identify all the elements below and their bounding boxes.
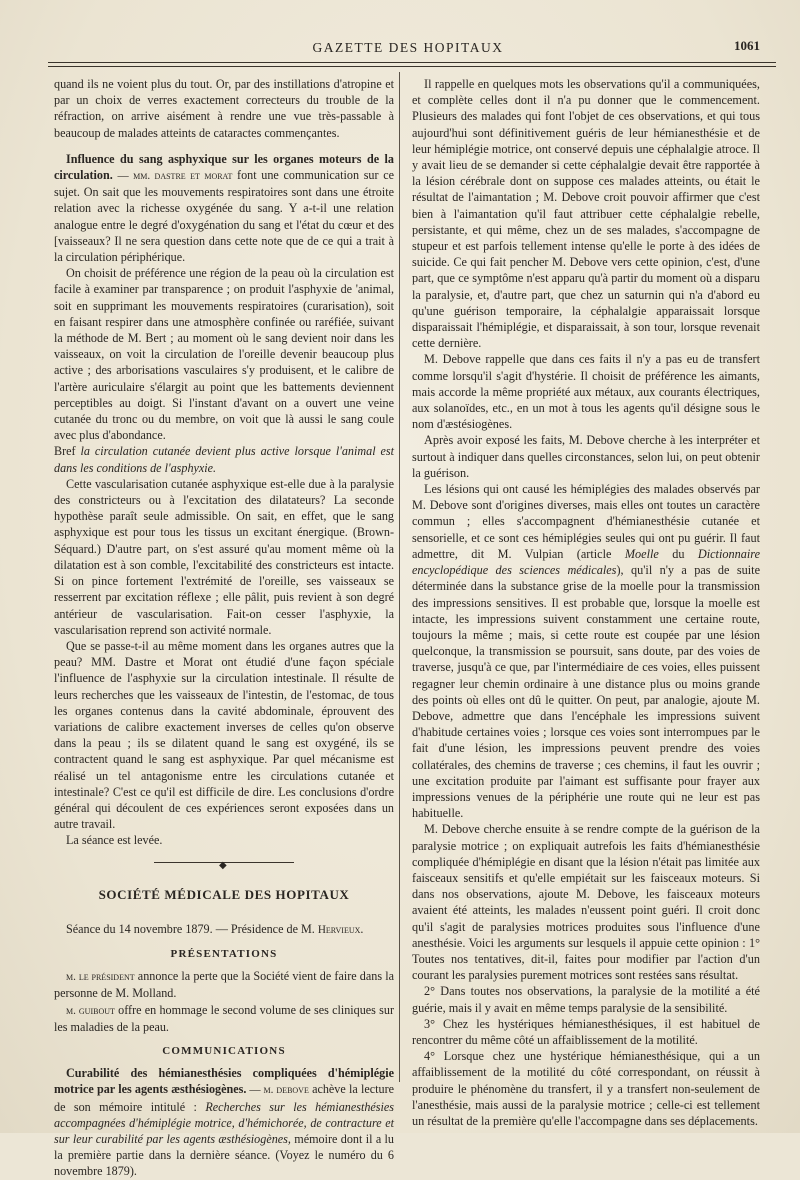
page-number: 1061: [734, 38, 760, 53]
article-heading: Influence du sang asphyxique sur les organes moteurs de la circulation.: [54, 151, 394, 183]
section-ornament: [54, 855, 394, 869]
paragraph-text: ), qu'il n'y a pas de suite déterminée dans la substance grise de la moelle pour la transmission des impressions sensitives. Il est probable que, lorsque la moelle est intacte, les impressions suivent constamment une certaine route, toujours la même ; mais, si cette route est coupée par une lésion quelconque, la transmission se poursuit, sans doute, par des voies de traverse, jusqu'à ce que, par l'intermédiaire de ces voies, elles puissent regagner leur chemin ordinaire à une distance plus ou moins grande des points où elles ont dû le quitter. On peut, par analogie, ajoute M. Debove, admettre que dans l'encéphale les impressions suivent d'habitude certaines voies ; lorsque ces voies sont interrompues par le fait d'une lésion, les impressions peuvent prendre des voies collatérales, des chemins de traverse ; ces chemins, il faut les ouvrir ; une excitation produite par l'aimant est suffisante pour frayer aux impressions venues de la périphérie une route qui ne leur est pas habituelle.: [412, 563, 761, 821]
paragraph: [54, 968, 394, 1001]
paragraph: Cette vascularisation cutanée asphyxique est-elle due à la paralysie des constricteurs ou à l'excitation des dilatateurs? La seconde hypothèse paraît seule admissible. On sait, en effet, que le sang asphyxique est pour tous les tissus un excitant énergique. (Brown-Séquard.) D'autre part, on s'est assuré qu'au moment même où la dilatation est à son comble, l'excitabilité des constricteurs est intacte. Si on pince fortement l'extrémité de l'oreille, ses vaisseaux se resserrent par excitation réflexe ; elle pâlit, puis revient à son degré antérieur de vascularisation. Fait-on cesser l'asphyxie, la vascularisation reprend son activité normale.: [54, 476, 394, 637]
spacer: [54, 141, 394, 151]
ornament-diamond-icon: ◆: [219, 859, 227, 871]
page-header: [48, 36, 768, 62]
paragraph: [412, 481, 760, 821]
president-name: Hervieux: [317, 923, 361, 936]
article-authors: — mm. dastre et morat: [117, 170, 233, 183]
session-line: Séance du 14 novembre 1879. — Présidence de M. Hervieux.: [66, 921, 364, 936]
article-paragraph: [54, 151, 394, 265]
paragraph: 3° Chez les hystériques hémianesthésiques, il est habituel de rencontrer du même côté un affaiblissement de la motilité.: [412, 1016, 760, 1047]
speaker: m. le président: [66, 971, 135, 984]
paragraph: [54, 443, 394, 475]
subsection-heading: COMMUNICATIONS: [162, 1044, 286, 1057]
header-rule: [48, 62, 776, 63]
paragraph-text: font une communication sur ce sujet. On sait que les mouvements respiratoires sont dans une étroite relation avec la richesse oxygénée du sang. Y a-t-il une relation analogue entre le degré d'oxygénation du sang et l'état du cœur et des [vaisseaux? Il ne sera question dans cette note que de ce qui a trait à la circulation périphérique.: [54, 168, 395, 265]
paragraph: Que se passe-t-il au même moment dans les organes autres que la peau? MM. Dastre et Morat ont étudié d'une façon spéciale l'influence de l'asphyxie sur la circulation intestinale. Il résulte de leurs recherches que les vaisseaux de l'intestin, de l'estomac, de tous les organes contenus dans la cavité abdominale, éprouvent des variations de calibre exactement inverses de celles qu'on observe dans la peau ; ils se dilatent quand le sang est oxygéné, ils se contractent quand le sang est asphyxique. Par quel mécanisme est réalisé un tel antagonisme entre les circulations cutanée et intestinale? C'est ce qu'il est difficile de dire. Les conclusions d'ordre général qui découlent de ces expériences seront exposées dans un autre travail.: [54, 638, 394, 832]
paragraph-text: achève la lecture de son mémoire intitulé :: [54, 1082, 394, 1114]
paragraph: 4° Lorsque chez une hystérique hémianesthésique, qui a un affaiblissement de la motilité du côté correspondant, on réussit à produire le phénomène du transfert, il y a transfert non-seulement de l'anesthésie, mais aussi de la paralysie motrice ; celle-ci est tellement un résultat de la première qu'elle l'accompagne dans ses déplacements.: [412, 1049, 760, 1128]
paragraph-text: annonce la perte que la Société vient de faire dans la personne de M. Molland.: [54, 969, 394, 1001]
paragraph: La séance est levée.: [66, 833, 163, 848]
italic-text: la circulation cutanée devient plus active lorsque l'animal est dans les conditions de l'asphyxie.: [54, 444, 394, 475]
right-column: [412, 76, 760, 1129]
paragraph-text: offre en hommage le second volume de ses cliniques sur les maladies de la peau.: [54, 1002, 394, 1034]
italic-text: Dictionnaire encyclopédique des sciences médicales: [412, 546, 761, 578]
section-title: SOCIÉTÉ MÉDICALE DES HOPITAUX: [98, 886, 350, 902]
paragraph: M. Debove rappelle que dans ces faits il n'y a pas eu de transfert comme lorsqu'il s'agit d'hystérie. Il choisit de préférence les aimants, mais accorde la même propriété aux métaux, aux courants électriques, aux solanoïdes, etc., en un mot à tous les agents qu'il désigne sous le nom d'æstésiogènes.: [412, 352, 760, 432]
paragraph-text: Bref: [54, 444, 81, 459]
subsection-heading: PRÉSENTATIONS: [170, 947, 278, 960]
paragraph-text: mémoire dont il a lu la première partie dans la dernière séance. (Voyez le numéro du 6 novembre 1879).: [54, 1131, 394, 1179]
paragraph: quand ils ne voient plus du tout. Or, par des instillations d'atropine et par un choix de verres exactement correcteurs du trouble de la réfraction, on arrive aisément à rendre une vue très-passable à beaucoup de malades atteints de cataractes commençantes.: [54, 77, 394, 140]
paragraph-text: du: [658, 546, 698, 561]
paragraph: Il rappelle en quelques mots les observations qu'il a communiquées, et complète celles dont il n'a pu donner que le commencement. Plusieurs des malades qui font l'objet de ces observations, et qui tous aujourd'hui sont définitivement guéris de leur hémianesthésie et de leur hémiplégie motrice, ont conservé depuis une céphalalgie atroce. Il y avait lieu de se demander si cette céphalalgie devait être rapportée à la lésion cérébrale dont on suppose ces malades atteints, ou était le résultat de l'aimantation ; M. Debove croit pouvoir affirmer que c'est bien à l'aimantation qu'il faut attribuer cette céphalalgie rebelle, persistante, et qui même, chez un de ses malades, s'accompagne de stupeur et est parfois tellement intense qu'elle le porte à des idées de suicide. Ce qui fait pencher M. Debove vers cette opinion, c'est, d'une part, que ce symptôme n'est apparu qu'à partir du moment où a disparu la paralysie, et, d'autre part, que chez un saturnin qui n'a d'abord eu qu'une guérison temporaire, la céphalalgie apparaissait lorsque disparaissait l'hémiplégie, et disparaissait, à son tour, lorsque revenait cette dernière.: [412, 77, 760, 351]
paragraph: On choisit de préférence une région de la peau où la circulation est facile à examiner par transparence ; on produit l'asphyxie de 'animal, soit en supprimant les mouvements respiratoires (curarisation), soit en faisant respirer dans une atmosphère confinée ou raréfiée, suivant la méthode de M. Bert ; au moment où le sang devient noir dans les vaisseaux, on voit la circulation de l'oreille devenir beaucoup plus active ; des arborisations vasculaires s'y produisent, et le calibre de l'artère auriculaire s'élargit au point que les battements deviennent perceptibles au doigt. Si l'instant d'avant on a ouvert une veine cutanée du tronc ou du membre, on voit que là aussi le sang coule avec plus d'abondance.: [54, 266, 394, 443]
paragraph-text: Séance du 14 novembre 1879. — Présidence de M.: [66, 921, 318, 936]
article-heading: Curabilité des hémianesthésies compliquées d'hémiplégie motrice par les agents æsthésiogènes.: [54, 1066, 394, 1097]
paragraph: 2° Dans toutes nos observations, la paralysie de la motilité a été guérie, mais il y avait en même temps paralysie de la sensibilité.: [412, 984, 760, 1015]
header-rule-double: [48, 66, 776, 67]
italic-text: Moelle: [624, 546, 659, 561]
paragraph-text: Les lésions qui ont causé les hémiplégies des malades observés par M. Debove sont d'origines diverses, mais elles ont toutes un caractère commun ; elles s'accompagnent d'hémianesthésie cutanée et sensorielle, et ce sont ces hémiplégies seules qui ont pu guérir. Il faut admettre, dit M. Vulpian (article: [412, 482, 760, 561]
left-column: [54, 76, 394, 1180]
column-divider: [399, 72, 400, 1082]
italic-text: Recherches sur les hémianesthésies accompagnées d'hémiplégie motrice, d'hémichorée, de contracture et sur leur curabilité par les agents æsthésiogènes,: [54, 1099, 394, 1146]
paragraph: Après avoir exposé les faits, M. Debove cherche à les interpréter et surtout à indiquer dans quelles circonstances, selon lui, on peut obtenir la guérison.: [412, 433, 760, 480]
paragraph: M. Debove cherche ensuite à se rendre compte de la guérison de la paralysie motrice ; on expliquait autrefois les faits d'hémianesthésie compliquée d'hémiplégie en disant que la lésion n'était pas limitée aux faisceaux sensitifs et qu'elle empiétait sur les faisceaux moteurs. Si dans nos observations, ajoute M. Debove, les faisceaux moteurs avaient été atteints, les malades n'eussent point guéri. Il croit donc qu'il s'agit de paralysies motrices produites sous l'influence d'une anesthésie. Voici les arguments sur lesquels il appuie cette opinion : 1° Toutes nos tentatives, dit-il, faites pour modifier par l'action d'un courant les paralysies purement motrices sont restées sans résultat.: [412, 822, 760, 983]
running-title: GAZETTE DES HOPITAUX: [312, 40, 504, 55]
paragraph: [54, 1065, 394, 1179]
paragraph: [54, 1002, 394, 1035]
speaker: m. guibout: [66, 1004, 115, 1017]
speaker: — m. debove: [246, 1084, 309, 1097]
